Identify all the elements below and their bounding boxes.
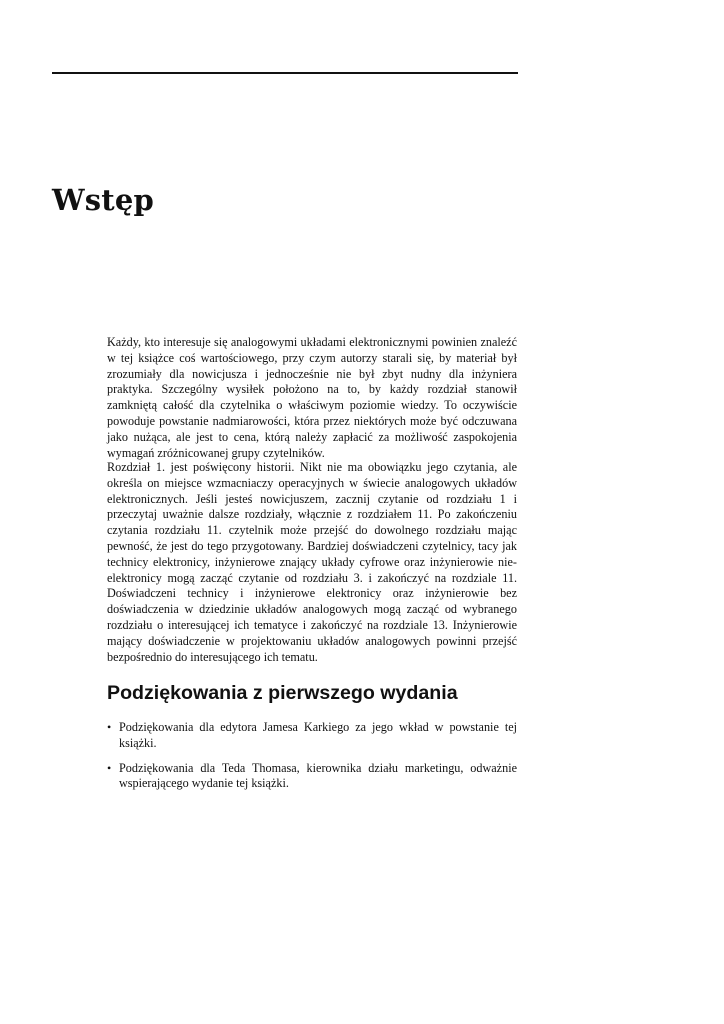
list-item-text: Podziękowania dla Teda Thomasa, kierownika działu marketingu, odważnie wspierającego wydanie tej książki. — [119, 760, 517, 791]
bullet-icon: • — [107, 760, 112, 775]
list-item — [107, 720, 517, 752]
list-item-text: Podziękowania dla edytora Jamesa Karkiego za jego wkład w powstanie tej książki. — [119, 720, 517, 750]
paragraph-text: Rozdział 1. jest poświęcony historii. Nikt nie ma obowiązku jego czytania, ale określa on miejsce wzmacniaczy operacyjnych w świecie analogowych układów elektronicznych. Jeśli jesteś nowicjuszem, zacznij czytanie od rozdziału 1 i przeczytaj uważnie dalsze rozdziały, włącznie z rozdziałem 11. Po zakończeniu czytania rozdziału 11. czytelnik może przejść do dowolnego rozdziału mając pewność, że jest do tego przygotowany. Bardziej doświadczeni czytelnicy, tacy jak technicy elektronicy, inżynierowe znający układy cyfrowe oraz inżynierowie nie-elektronicy mogą zacząć czytanie od rozdziału 3. i zakończyć na rozdziale 11. Doświadczeni technicy i inżynierowe elektronicy oraz inżynierowie bez doświadczenia w dziedzinie układów analogowych mogą zacząć od wybranego rozdziału o interesującej ich tematyce i zakończyć na rozdziale 13. Inżynierowie mający doświadczenie w projektowaniu układów analogowych powinni przejść bezpośrednio do interesującego ich tematu. — [107, 460, 517, 664]
paragraph-text: Każdy, kto interesuje się analogowymi układami elektronicznymi powinien znaleźć w tej książce coś wartościowego, przy czym autorzy starali się, by materiał był zrozumiały dla nowicjusza i jednocześnie nie był zbyt nudny dla inżyniera praktyka. Szczególny wysiłek położono na to, by każdy rozdział stanowił zamkniętą całość dla czytelnika o właściwym poziomie wiedzy. To oczywiście powoduje powstanie nadmiarowości, która przez niektórych może być odczuwana jako nużąca, ale jest to cena, którą należy zapłacić za możliwość zaspokojenia wymagań zróżnicowanej grupy czytelników. — [107, 335, 517, 460]
acknowledgements-list — [107, 720, 517, 801]
intro-paragraph-1 — [107, 335, 517, 461]
header-rule — [52, 72, 518, 74]
section-heading: Podziękowania z pierwszego wydania — [107, 682, 458, 704]
intro-paragraph-2 — [107, 460, 517, 665]
bullet-icon: • — [107, 720, 112, 734]
list-item — [107, 761, 517, 793]
chapter-title: Wstęp — [52, 183, 155, 217]
